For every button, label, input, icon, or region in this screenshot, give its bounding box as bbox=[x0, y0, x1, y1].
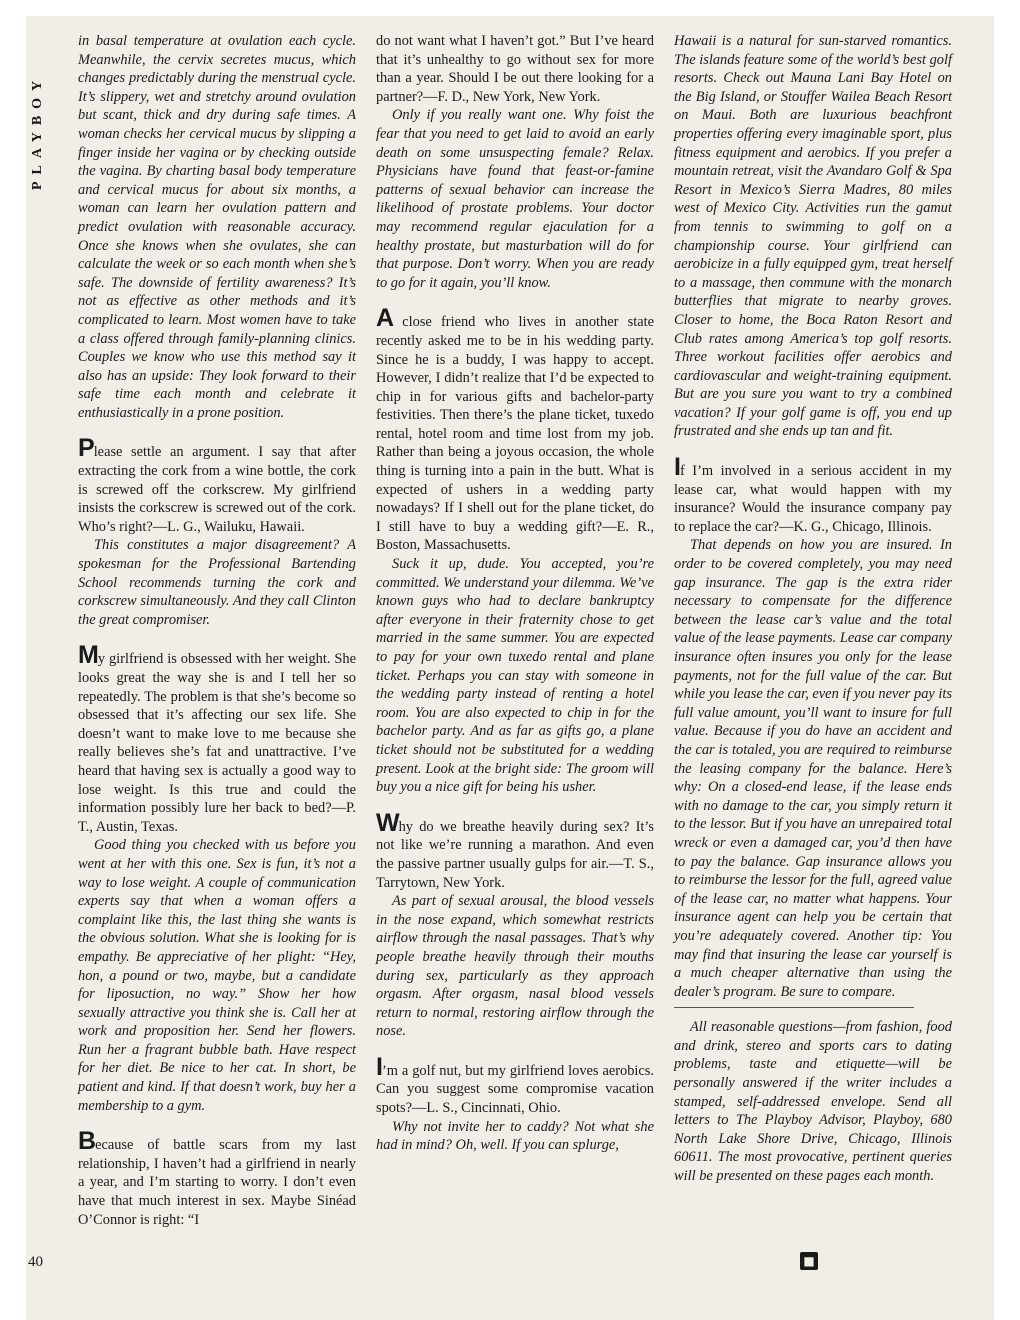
answer-text: Only if you really want one. Why foist the fear that you need to get laid to avoid an early death on some unsuspecting female? Relax. Physicians have found that feast-or-famine patterns of sexual behavior can increase the likelihood of prostate problems. Your doctor may recommend regular ejaculation for a healthy prostate, but masturbation will do for that purpose. Don’t worry. When you are ready to go for it again, you’ll know. bbox=[376, 107, 654, 291]
closing-note: All reasonable questions—from fashion, food and drink, stereo and sports cars to dating problems, taste and etiquette—will be personally answered if the writer includes a stamped, self-addressed envelope. Send all letters to The Playboy Advisor, Playboy, 680 North Lake Shore Drive, Chicago, Illinois 60611. The most provocative, pertinent queries will be presented on these pages each month. bbox=[674, 1019, 952, 1185]
question-body: lease settle an argument. I say that after extracting the cork from a wine bottle, the cork is screwed off the corkscrew. My girlfriend insists the corkscrew is screwed out of the cork. Who’s right?—L. G., Wailuku, Hawaii. bbox=[78, 444, 356, 535]
drop-cap: W bbox=[376, 808, 399, 837]
question-text bbox=[376, 304, 654, 555]
question-text bbox=[78, 434, 356, 536]
drop-cap: I bbox=[376, 1052, 382, 1081]
question-body: hy do we breathe heavily during sex? It’s not like we’re running a marathon. And even the passive partner usually gulps for air.—T. S., Tarrytown, New York. bbox=[376, 818, 654, 891]
drop-cap: I bbox=[674, 453, 680, 482]
answer-text: That depends on how you are insured. In order to be covered completely, you may need gap insurance. The gap is the extra rider necessary to compensate for the difference between the lease car’s value and the total value of the lease payments. Lease car company insurance often insures you only for the lease payments, not for the full value of the car. But while you lease the car, even if you never pay its full value amount, you’ll want to insure for full value. Because if you do have an accident and the car is totaled, you are required to reimburse the leasing company for the balance. Here’s why: On a closed-end lease, if the lease ends with no damage to the car, you simply return it to the lessor. But if you have an unrepaired total wreck or even a damaged car, you’d then have to pay the balance. Gap insurance allows you to reimburse the lessor for the full, agreed value of the lease car, no matter what happens. Your insurance agent can help you be certain that you’re adequately covered. Another tip: You may find that insuring the lease car yourself is a much cheaper alternative than using the dealer’s program. Be sure to compare. bbox=[674, 537, 952, 1000]
answer-text: Hawaii is a natural for sun-starved romantics. The islands feature some of the world’s best golf resorts. Check out Mauna Lani Bay Hotel on the Big Island, or Stouffer Wailea Beach Resort on Maui. Both are luxurious beachfront properties offering every imaginable sport, plus fitness equipment and aerobics. If you prefer a mountain retreat, visit the Avandaro Golf & Spa Resort in Mexico’s Sierra Madres, 80 miles west of Mexico City. Activities run the gamut from tennis to swimming to golf on a championship course. Your girlfriend can aerobicize in a fully equipped gym, treat herself to a massage, then commune with the monarch butterflies that migrate to nearby groves. Closer to home, the Boca Raton Resort and Club rates among America’s top golf resorts. Three workout facilities offer aerobics and cardiovascular and weight-training equipment. But are you sure you want to try a combined vacation? If your golf game is off, you end up frustrated and she ends up tan and fit. bbox=[674, 33, 952, 440]
column-1 bbox=[78, 32, 356, 1229]
page-number: 40 bbox=[28, 1254, 43, 1270]
drop-cap: P bbox=[78, 434, 94, 463]
question-text: do not want what I haven’t got.” But I’ve heard that it’s unhealthy to go without sex for more than a year. Should I be out there looking for a partner?—F. D., New York, New York. bbox=[376, 33, 654, 105]
answer-text: This constitutes a major disagreement? A spokesman for the Professional Bartending School recommends turning the cork and corkscrew simultaneously. And they call Clinton the great compromiser. bbox=[78, 537, 356, 628]
magazine-brand-label: PLAYBOY bbox=[30, 73, 45, 190]
question-body: ’m a golf nut, but my girlfriend loves aerobics. Can you suggest some compromise vacation spots?—L. S., Cincinnati, Ohio. bbox=[376, 1062, 654, 1117]
question-body: close friend who lives in another state recently asked me to be in his wedding party. Since he is a buddy, I was happy to accept. However, I didn’t realize that I’d be expected to chip in for various gifts and bachelor-party festivities. Then there’s the plane ticket, tuxedo rental, hotel room and time lost from my job. Rather than being a joyous occasion, the whole thing is turning into a pain in the butt. What is expected of ushers in a wedding party nowadays? If I shell out for the plane ticket, do I still have to buy a wedding gift?—E. R., Boston, Massachusetts. bbox=[376, 314, 654, 554]
column-2 bbox=[376, 32, 654, 1155]
question-text bbox=[376, 1052, 654, 1118]
answer-text: Good thing you checked with us before you went at her with this one. Sex is fun, it’s not a way to lose weight. A couple of communication experts say that when a woman offers a complaint like this, the last thing she wants is the obvious solution. What she is looking for is empathy. Be appreciative of her plight: “Hey, hon, a pound or two, maybe, but a candidate for liposuction, no way.” Show her how sexually attractive you think she is. Call her at work and proposition her. Send her flowers. Run her a fragrant bubble bath. Have respect for her diet. Be nice to her cat. In short, be patient and kind. If that doesn’t work, buy her a membership to a gym. bbox=[78, 837, 356, 1114]
answer-text: Why not invite her to caddy? Not what she had in mind? Oh, well. If you can splurge, bbox=[376, 1118, 654, 1154]
answer-text: As part of sexual arousal, the blood vessels in the nose expand, which somewhat restricts airflow through the nasal passages. That’s why people breathe heavily through their mouths during sex, particularly as they approach orgasm. After orgasm, nasal blood vessels return to normal, restoring airflow through the nose. bbox=[376, 893, 654, 1040]
answer-text: Suck it up, dude. You accepted, you’re committed. We understand your dilemma. We’ve known guys who had to declare bankruptcy after everyone in their fraternity chose to get married in the same summer. You are expected to pay for your own tuxedo rental and plane ticket. Perhaps you can stay with someone in the wedding party instead of renting a hotel room. You are also expected to chip in for the bachelor party. And as far as gifts go, a plane ticket should not be substituted for a wedding present. Look at the bright side: The groom will buy you a nice gift for being his usher. bbox=[376, 556, 654, 796]
column-3 bbox=[674, 32, 952, 1186]
drop-cap: B bbox=[78, 1127, 96, 1156]
question-text bbox=[376, 808, 654, 892]
drop-cap: M bbox=[78, 641, 98, 670]
answer-text: in basal temperature at ovulation each cycle. Meanwhile, the cervix secretes mucus, which changes predictably during the menstrual cycle. It’s slippery, wet and stretchy around ovulation but scant, thick and dry during safe times. A woman checks her cervical mucus by slipping a finger inside her vagina or by checking outside the vagina. By charting basal body temperature and cervical mucus for about six months, a woman can learn her ovulation pattern and predict ovulation with reasonable accuracy. Once she knows when she ovulates, she can calculate the week or so each month when she’s safe. The downside of fertility awareness? It’s not as effective as other methods and it’s complicated to learn. Most women have to take a class offered through family-planning clinics. Couples we know who use this method say it also has an upside: They look forward to their safe time each month and celebrate it enthusiastically in a prone position. bbox=[78, 33, 356, 421]
section-divider bbox=[674, 1007, 914, 1008]
question-text bbox=[674, 453, 952, 536]
drop-cap: A bbox=[376, 304, 394, 333]
question-body: f I’m involved in a serious accident in my lease car, what would happen with my insurance? Would the insurance company pay to replace the car?—K. G., Chicago, Illinois. bbox=[674, 463, 952, 535]
question-text bbox=[78, 1127, 356, 1229]
playboy-bunny-icon: ■ bbox=[800, 1252, 818, 1270]
question-body: ecause of battle scars from my last relationship, I haven’t had a girlfriend in nearly a year, and I’m starting to worry. I don’t even have that much interest in sex. Maybe Sinéad O’Connor is right: “I bbox=[78, 1137, 356, 1228]
question-text bbox=[78, 641, 356, 836]
question-body: y girlfriend is obsessed with her weight. She looks great the way she is and I tell her so repeatedly. The problem is that she’s become so obsessed that it’s affecting our sex life. She doesn’t want to make love to me because she really believes she’s fat and unattractive. I’ve heard that having sex is actually a good way to lose weight. Is this true and could the information possibly lure her back to bed?—P. T., Austin, Texas. bbox=[78, 651, 356, 835]
